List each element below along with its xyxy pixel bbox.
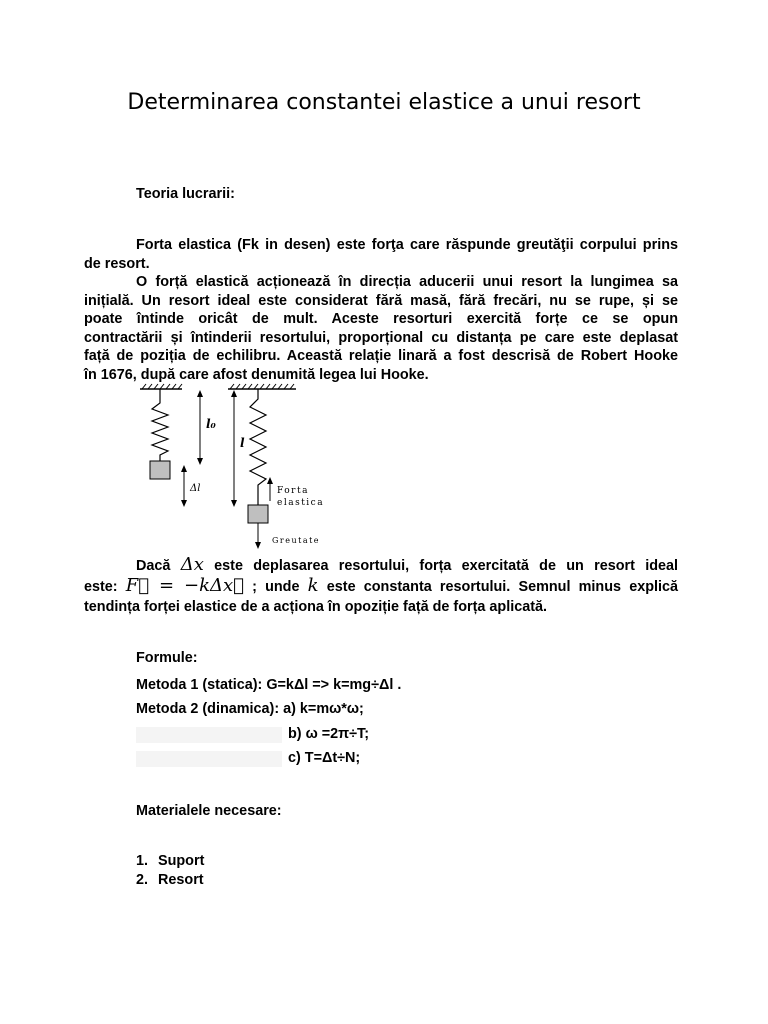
text-unde: ; unde [252, 579, 300, 595]
materials-list-item [136, 853, 204, 869]
right-mass [248, 505, 268, 523]
paragraph-line [84, 555, 678, 576]
list-number: 1. [136, 853, 149, 869]
paragraph-line: contractării și întinderii resortului, proporțional cu distanța pe care este deplasat [84, 329, 678, 346]
paragraph-line: tendința forței elastice de a acționa în opoziție față de forța aplicată. [84, 599, 548, 615]
label-elastica: elastica [277, 498, 325, 508]
weight-arrow [255, 523, 261, 549]
paragraph-elastic-force [84, 236, 678, 273]
label-greutate: Greutate [272, 536, 321, 545]
paragraph-line: de resort. [84, 255, 150, 272]
formula-indent-shade [136, 751, 282, 767]
list-label: Suport [158, 853, 205, 869]
formula-method-1: Metoda 1 (statica): G=kΔl => k=mg÷Δl . [136, 677, 402, 693]
formula-omega: b) ω =2π÷T; [288, 726, 370, 742]
paragraph-line: O forță elastică acționează în direcția aducerii unui resort la lungimea sa [136, 274, 678, 290]
label-l: l [240, 436, 245, 450]
materials-list-item [136, 872, 204, 888]
text-daca: Dacă [136, 558, 171, 574]
l-arrow [231, 390, 237, 507]
left-spring [152, 389, 168, 461]
label-forta: Forta [277, 486, 309, 496]
paragraph-line: Forta elastica (Fk in desen) este forţa care răspunde greutăţii corpului prins [136, 237, 678, 253]
text-este: este: [84, 579, 118, 595]
page-title: Determinarea constantei elastice a unui resort [127, 90, 641, 115]
right-support-hatch [228, 384, 296, 389]
formula-method-2: Metoda 2 (dinamica): a) k=mω*ω; [136, 701, 364, 717]
l0-arrow [197, 390, 203, 465]
elastic-force-arrow [267, 477, 273, 501]
formulas-heading: Formule: [136, 650, 198, 666]
text-deplasare: este deplasarea resortului, forța exercitată de un resort ideal [214, 558, 678, 574]
list-number: 2. [136, 872, 149, 888]
math-hooke-formula: F⃗ = −kΔx⃗ [125, 575, 244, 596]
math-k: k [307, 575, 319, 596]
paragraph-line: poate întinde oricât de mult. Aceste resorturi exercită forțe ce se opun [84, 311, 678, 328]
paragraph-line: inițială. Un resort ideal este considerat fără masă, fără frecări, nu se rupe, și se [84, 292, 678, 309]
paragraph-line: în 1676, după care afost denumită legea lui Hooke. [84, 366, 429, 383]
paragraph-line: față de poziția de echilibru. Această relație linară a fost descrisă de Robert Hooke [84, 348, 678, 365]
right-spring [250, 389, 266, 505]
left-support-hatch [140, 384, 182, 389]
materials-heading: Materialele necesare: [136, 803, 282, 819]
math-delta-x: Δx [180, 554, 204, 575]
text-constanta: este constanta resortului. Semnul minus explică [326, 579, 678, 595]
paragraph-line [84, 576, 678, 597]
delta-l-arrow [181, 465, 187, 507]
paragraph-hooke [84, 273, 678, 385]
theory-heading: Teoria lucrarii: [136, 186, 235, 202]
formula-period: c) T=Δt÷N; [288, 750, 361, 766]
spring-diagram [136, 383, 336, 553]
label-delta-l: Δl [190, 483, 201, 494]
paragraph-hooke-law [84, 555, 678, 617]
left-mass [150, 461, 170, 479]
formula-indent-shade [136, 727, 282, 743]
list-label: Resort [158, 872, 204, 888]
label-l0: l₀ [206, 417, 216, 431]
